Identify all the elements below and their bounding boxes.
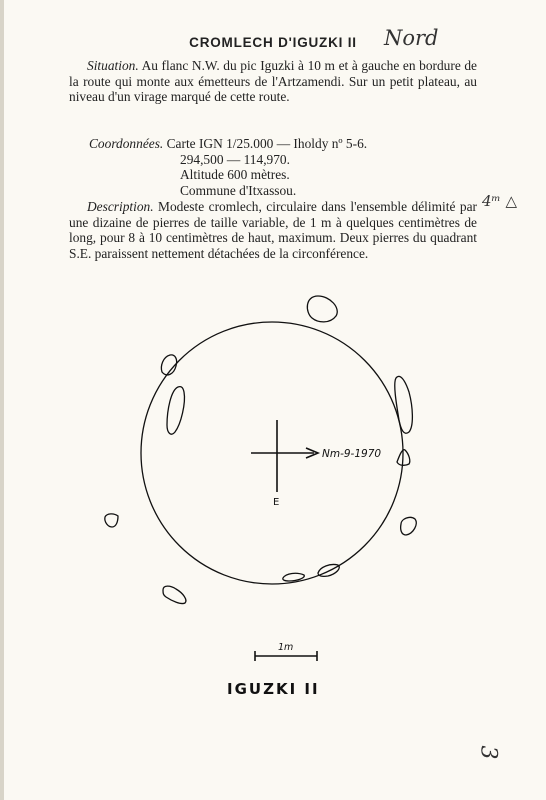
stone-southwest-outer [105, 514, 118, 527]
north-date-label: Nm-9-1970 [322, 448, 382, 460]
coordinates-line4: Commune d'Itxassou. [180, 182, 297, 198]
coordinates-line2: 294,500 — 114,970. [180, 151, 290, 167]
coordinates-label: Coordonnées. [89, 136, 164, 151]
handwritten-page-number: 3 [475, 745, 501, 760]
stone-southeast [401, 517, 417, 535]
east-label: E [273, 497, 280, 508]
stone-southwest-detached [163, 586, 186, 603]
handwritten-note-top: Nord [384, 26, 439, 50]
coordinates-line1: Carte IGN 1/25.000 — Iholdy nº 5-6. [163, 136, 368, 151]
handwritten-note-right: 4ᵐ △ [482, 192, 518, 210]
stone-south-left [283, 573, 304, 581]
stone-north [307, 296, 337, 322]
description-text: Modeste cromlech, circulaire dans l'ensemble délimité par une dizaine de pierres de taille variable, de 1 m à quelques centimètres de long, pour 8 à 10 centimètres de haut, maximum. Deux pierres du quadrant S.E. paraissent nettement détachées de la circonférence. [69, 199, 477, 261]
situation-text: Au flanc N.W. du pic Iguzki à 10 m et à gauche en bordure de la route qui monte aux émetteurs de l'Artzamendi. Sur un petit plateau, au niveau d'un virage marqué de cette route. [69, 58, 477, 105]
stone-west-long [167, 387, 184, 435]
description-label: Description. [87, 199, 154, 214]
situation-label: Situation. [87, 58, 139, 73]
page-title: CROMLECH D'IGUZKI II [189, 35, 357, 50]
diagram-caption: IGUZKI II [227, 680, 320, 698]
stone-east-large [395, 376, 413, 433]
coordinates-line3: Altitude 600 mètres. [180, 167, 290, 183]
scale-label: 1m [278, 642, 294, 653]
